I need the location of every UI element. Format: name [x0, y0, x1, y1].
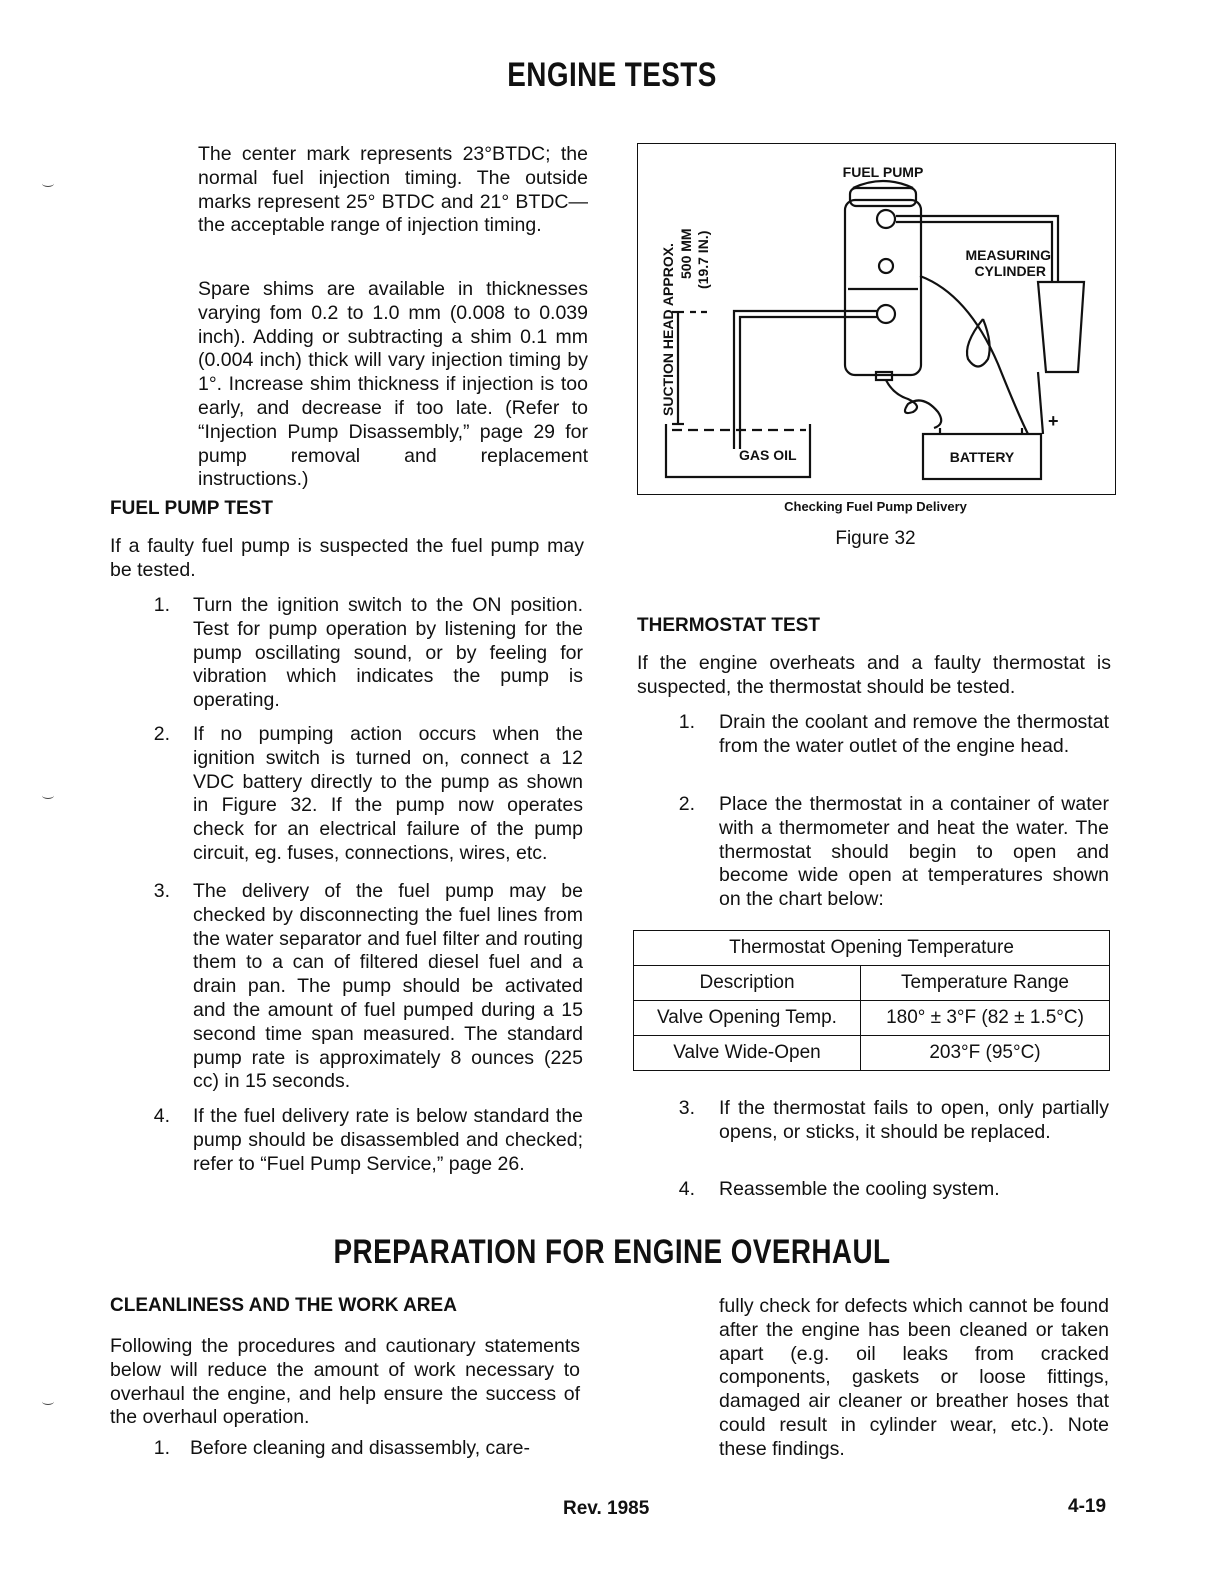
step-text: Before cleaning and disassembly, care-	[190, 1437, 530, 1459]
table-cell: 203°F (95°C)	[861, 1036, 1110, 1071]
step-number: 4.	[153, 1105, 170, 1127]
step-text: Drain the coolant and remove the thermostat from the water outlet of the engine head.	[719, 711, 1109, 757]
table-title-row	[634, 931, 1110, 966]
binding-mark	[42, 792, 54, 799]
cleanliness-intro: Following the procedures and cautionary statements below will reduce the amount of work necessary to overhaul the engine, and help ensure the success of the overhaul operation.	[110, 1335, 580, 1429]
page-title: ENGINE TESTS	[507, 56, 717, 94]
figure-number: Figure 32	[835, 528, 916, 549]
step-text: Reassemble the cooling system.	[719, 1178, 1000, 1200]
step-number: 3.	[153, 880, 170, 902]
table-cell: 180° ± 3°F (82 ± 1.5°C)	[861, 1001, 1110, 1036]
page-number: 4-19	[1068, 1496, 1107, 1517]
thermostat-test-intro: If the engine overheats and a faulty thermostat is suspected, the thermostat should be tested.	[637, 652, 1111, 698]
step-text: The delivery of the fuel pump may be checked by disconnecting the fuel lines from the water separator and fuel filter and routing them to a can of filtered diesel fuel and a drain pan. The pump should be activated and the amount of fuel pumped during a 15 second time span measured. The standard pump rate is approximately 8 ounces (225 cc) in 15 seconds.	[193, 880, 583, 1093]
label-19-7in: (19.7 IN.)	[695, 230, 711, 289]
fuel-pump-test-intro: If a faulty fuel pump is suspected the fuel pump may be tested.	[110, 535, 584, 581]
binding-mark	[42, 1398, 54, 1405]
label-plus: +	[1048, 411, 1059, 431]
footer-revision: Rev. 1985	[563, 1498, 650, 1519]
binding-mark	[42, 180, 54, 187]
intro-paragraph-1: The center mark represents 23°BTDC; the normal fuel injection timing. The outside marks represent 25° BTDC and 21° BTDC—the acceptable range of injection timing.	[198, 143, 588, 237]
fuel-pump-test-heading: FUEL PUMP TEST	[110, 498, 273, 519]
table-row	[634, 1001, 1110, 1036]
step-number: 2.	[153, 723, 170, 745]
intro-paragraph-2: Spare shims are available in thicknesses varying fom 0.2 to 1.0 mm (0.008 to 0.039 inch). Adding or subtracting a shim 0.1 mm (0.004 inch) thick will vary injection timing by 1°. Increase shim thickness if injection is too early, and decrease if too late. (Refer to “Injection Pump Disassembly,” page 29 for pump removal and replacement instructions.)	[198, 278, 588, 491]
cleanliness-continuation: fully check for defects which cannot be found after the engine has been cleaned or taken apart (e.g. oil leaks from cracked components, gaskets or loose fittings, damaged air cleaner or breather hoses that could result in cylinder wear, etc.). Note these findings.	[719, 1295, 1109, 1460]
label-cylinder: CYLINDER	[974, 263, 1046, 279]
table-cell: Valve Opening Temp.	[634, 1001, 861, 1036]
label-battery: BATTERY	[949, 449, 1015, 465]
step-number: 3.	[678, 1097, 695, 1119]
table-header-row	[634, 966, 1110, 1001]
step-text: If no pumping action occurs when the ignition switch is turned on, connect a 12 VDC battery directly to the pump as shown in Figure 32. If the pump now operates check for an electrical failure of the pump circuit, eg. fuses, connections, wires, etc.	[193, 723, 583, 864]
step-text: Turn the ignition switch to the ON position. Test for pump operation by listening for the pump oscillating sound, or by feeling for vibration which indicates the pump is operating.	[193, 594, 583, 712]
step-text: If the fuel delivery rate is below standard the pump should be disassembled and checked; refer to “Fuel Pump Service,” page 26.	[193, 1105, 583, 1175]
table-cell: Valve Wide-Open	[634, 1036, 861, 1071]
cleanliness-heading: CLEANLINESS AND THE WORK AREA	[110, 1295, 457, 1316]
figure-32-frame	[637, 143, 1116, 495]
label-500mm: 500 MM	[678, 228, 694, 279]
measuring-cylinder-icon	[1038, 282, 1084, 372]
fuel-pump-diagram	[638, 144, 1115, 494]
table-header-description: Description	[634, 966, 861, 1001]
step-text: Place the thermostat in a container of water with a thermometer and heat the water. The thermostat should begin to open and become wide open at temperatures shown on the chart below:	[719, 793, 1109, 911]
step-number: 1.	[153, 594, 170, 616]
step-number: 1.	[678, 711, 695, 733]
thermostat-test-heading: THERMOSTAT TEST	[637, 615, 820, 636]
label-measuring: MEASURING	[965, 247, 1051, 263]
step-text: If the thermostat fails to open, only partially opens, or sticks, it should be replaced.	[719, 1097, 1109, 1143]
fuel-pump-body-icon	[845, 200, 921, 375]
label-suction-head: SUCTION HEAD APPROX.	[660, 243, 676, 416]
step-number: 4.	[678, 1178, 695, 1200]
section-title: PREPARATION FOR ENGINE OVERHAUL	[333, 1233, 891, 1271]
step-number: 2.	[678, 793, 695, 815]
thermostat-table	[633, 930, 1110, 1071]
table-header-temperature: Temperature Range	[861, 966, 1110, 1001]
table-row	[634, 1036, 1110, 1071]
label-gas-oil: GAS OIL	[739, 447, 797, 463]
step-number: 1.	[153, 1437, 170, 1459]
figure-caption: Checking Fuel Pump Delivery	[784, 499, 967, 514]
label-fuel-pump: FUEL PUMP	[842, 164, 924, 180]
table-title: Thermostat Opening Temperature	[634, 931, 1110, 966]
